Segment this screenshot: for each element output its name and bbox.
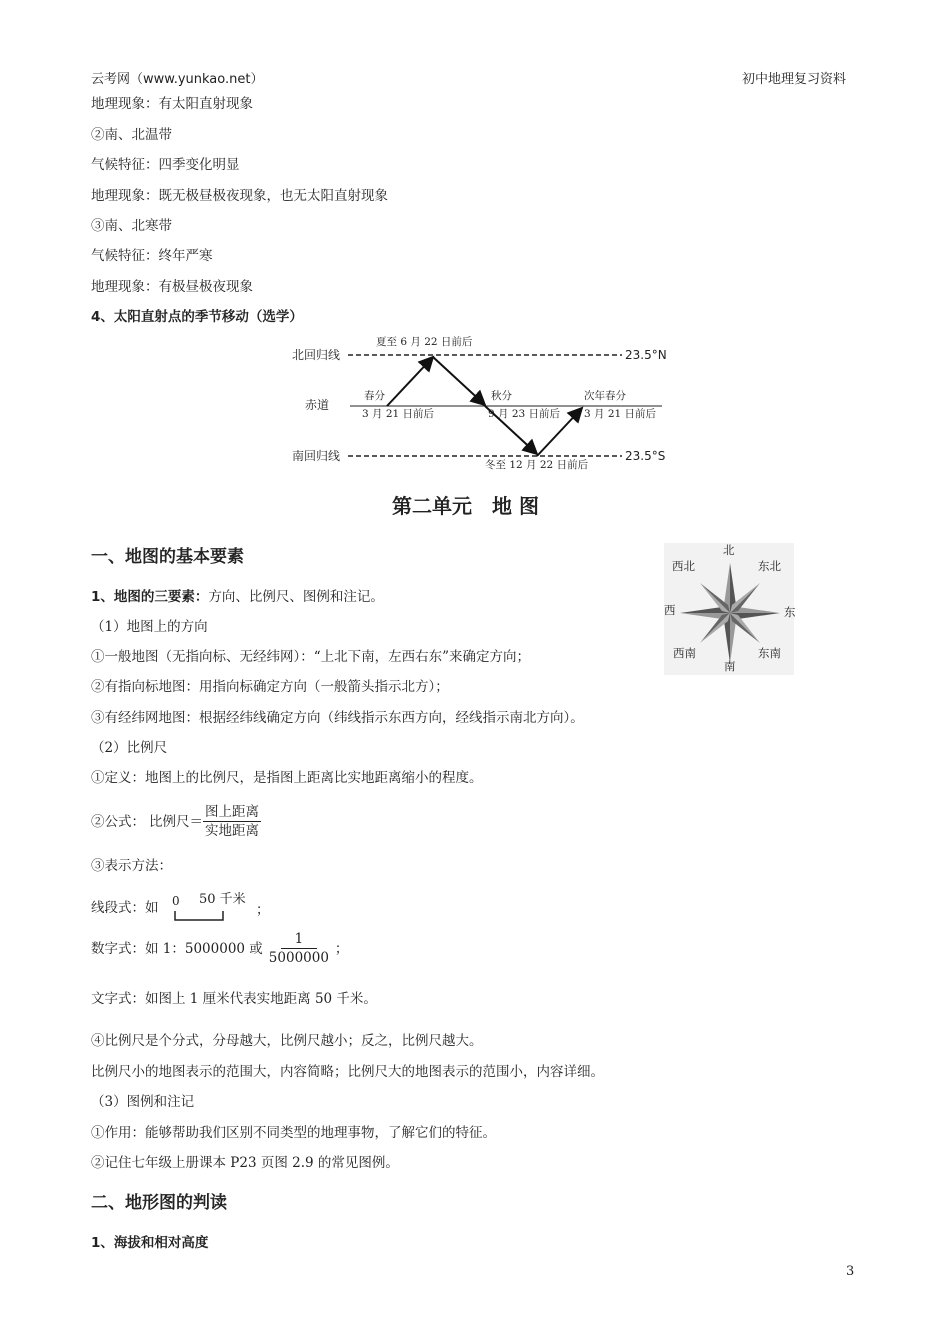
compass-northeast: 东北 [758, 559, 781, 573]
tropic-south-label: 南回归线 [292, 449, 341, 463]
compass-south: 南 [724, 659, 736, 673]
tropic-north-label: 北回归线 [292, 348, 341, 362]
text-line: ③表示方法： [91, 858, 172, 874]
winter-solstice-label: 冬至 12 月 22 日前后 [485, 459, 589, 471]
compass-southeast: 东南 [758, 646, 781, 660]
item-1-bold: 1、地图的三要素： [91, 589, 209, 605]
text-line: ①定义：地图上的比例尺，是指图上距离比实地距离缩小的程度。 [91, 770, 483, 786]
text-line: ③有经纬网地图：根据经纬线确定方向（纬线指示东西方向，经线指示南北方向）。 [91, 710, 584, 726]
text-line: ③南、北寒带 [91, 218, 172, 234]
numeric-fraction [267, 930, 331, 967]
formula-prefix: ②公式： [91, 813, 145, 830]
text-line: 地理现象：有太阳直射现象 [91, 96, 253, 112]
spring-date-label: 3 月 21 日前后 [362, 408, 435, 420]
header-right: 初中地理复习资料 [742, 72, 847, 87]
subheading-legend: （3）图例和注记 [91, 1094, 195, 1110]
numeric-numerator: 1 [281, 930, 318, 949]
text-line: 地理现象：有极昼极夜现象 [91, 279, 253, 295]
line-scale-bar [174, 910, 226, 922]
compass-northwest: 西北 [672, 559, 695, 573]
arrow-spring-summer [387, 357, 433, 406]
compass-east: 东 [784, 605, 796, 619]
summer-solstice-label: 夏至 6 月 22 日前后 [376, 336, 473, 348]
text-line: ②有指向标地图：用指向标确定方向（一般箭头指示北方）； [91, 679, 449, 695]
text-line: 比例尺小的地图表示的范围大，内容简略；比例尺大的地图表示的范围小，内容详细。 [91, 1064, 604, 1080]
text-line: ②记住七年级上册课本 P23 页图 2.9 的常见图例。 [91, 1155, 399, 1171]
arrow-summer-autumn [433, 357, 485, 405]
next-spring-label: 次年春分 [584, 390, 626, 402]
page-number: 3 [846, 1264, 855, 1279]
equator-label: 赤道 [305, 398, 330, 412]
numeric-scale-suffix: ； [334, 940, 349, 957]
text-line: ④比例尺是个分式，分母越大，比例尺越小；反之，比例尺越大。 [91, 1033, 483, 1049]
sun-migration-diagram [280, 335, 700, 475]
south-lat-label: 23.5°S [625, 449, 666, 463]
formula-numerator: 图上距离 [205, 804, 259, 820]
north-lat-label: 23.5°N [625, 348, 667, 362]
text-scale-line: 文字式：如图上 1 厘米代表实地距离 50 千米。 [91, 991, 377, 1007]
line-scale-zero: 0 [172, 894, 180, 908]
header-left: 云考网（www.yunkao.net） [91, 72, 264, 87]
subheading-scale: （2）比例尺 [91, 740, 168, 756]
section-1-title: 一、地图的基本要素 [91, 547, 244, 567]
unit-title: 第二单元 地 图 [392, 494, 539, 518]
line-scale-suffix: ； [256, 902, 270, 918]
line-scale-distance: 50 千米 [199, 892, 246, 907]
item-1-line [91, 588, 384, 606]
formula-fraction [203, 803, 261, 840]
subheading-direction: （1）地图上的方向 [91, 619, 208, 635]
item-altitude-title: 1、海拔和相对高度 [91, 1235, 209, 1251]
formula-lhs: 比例尺＝ [149, 813, 203, 830]
section-2-title: 二、地形图的判读 [91, 1193, 227, 1213]
line-scale-prefix: 线段式：如 [91, 900, 159, 916]
compass-west: 西 [664, 603, 676, 617]
text-line: 地理现象：既无极昼极夜现象，也无太阳直射现象 [91, 188, 388, 204]
formula-line [91, 803, 261, 840]
item-1-rest: 方向、比例尺、图例和注记。 [208, 589, 384, 605]
compass-rose-figure [664, 543, 794, 675]
spring-equinox-label: 春分 [364, 390, 385, 402]
numeric-scale-line [91, 930, 348, 967]
text-line: 气候特征：四季变化明显 [91, 157, 240, 173]
section-4-title: 4、太阳直射点的季节移动（选学） [91, 309, 303, 325]
compass-north: 北 [723, 543, 735, 557]
numeric-denominator: 5000000 [268, 950, 329, 966]
next-spring-date-label: 3 月 21 日前后 [584, 408, 657, 420]
text-line: ①作用：能够帮助我们区别不同类型的地理事物，了解它们的特征。 [91, 1125, 496, 1141]
autumn-equinox-label: 秋分 [491, 390, 512, 402]
numeric-scale-prefix: 数字式：如 1：5000000 或 [91, 940, 263, 957]
text-line: ①一般地图（无指向标、无经纬网）：“上北下南，左西右东”来确定方向； [91, 649, 531, 665]
autumn-date-label: 9 月 23 日前后 [488, 408, 561, 420]
compass-southwest: 西南 [673, 646, 696, 660]
formula-denominator: 实地距离 [205, 823, 259, 839]
text-line: ②南、北温带 [91, 127, 172, 143]
text-line: 气候特征：终年严寒 [91, 248, 213, 264]
